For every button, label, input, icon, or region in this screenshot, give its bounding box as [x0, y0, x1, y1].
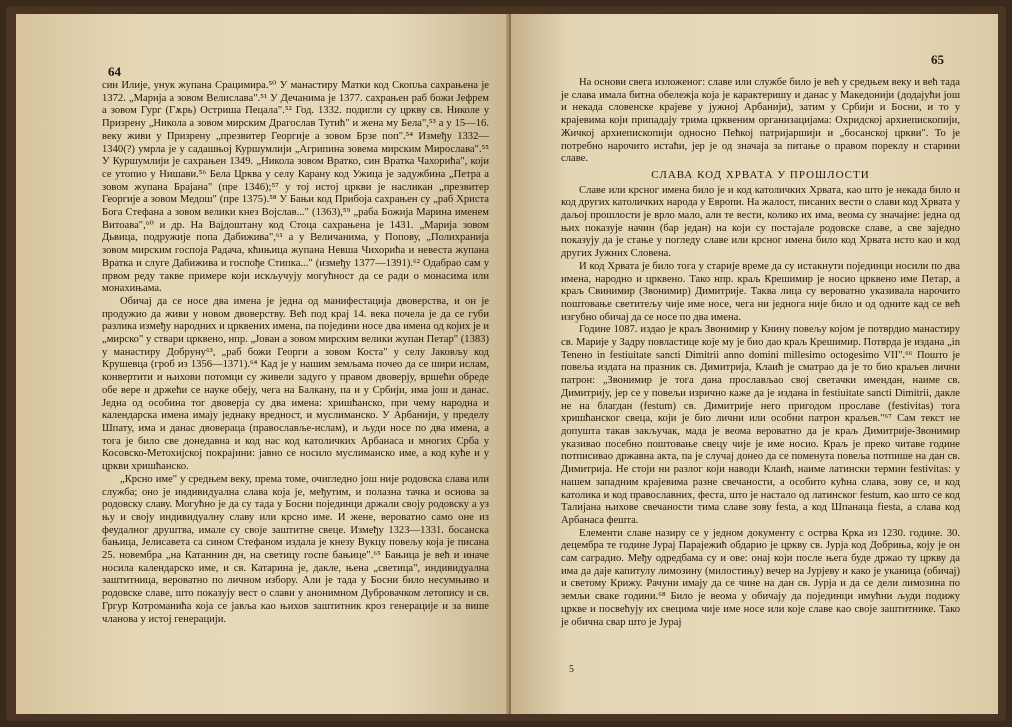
signature-mark: 5: [569, 664, 574, 675]
paragraph: И код Хрвата је било тога у старије време да су истакнути појединци носили по два имена, народно и црквено. Тако нпр. краљ Крешимир је носио црквено име Петар, а краљ Свинимир (Звонимир) Димитрије. Таква лица су вероватно указивала нарочито поштовање светитељу чије име носе, чега ни једнога није било и од одните кад се већ изгубно обичај да се носе по два имена.: [561, 260, 960, 323]
paragraph: Обичај да се носе два имена је једна од манифестација двоверства, и он је продужио да живи у новом двоверству. Већ под крај 14. века почела је да се губи разлика између народних и црквених имена, па поједини носе два имена од којих је и „мирско" у ствари црквено, нпр. „Јован а зовом мирским велики жупан Петар" (1383) у манастиру Добруну⁶³, „раб божи Георги а зовом Коста" у селу Јаковљу код Крушевца (гроб из 1356—1371).⁶⁴ Кад је у нашим земљама почео да се шири ислам, конвертити и њихови потомци су живели задуго у правом двоверју, вршећи обреде обе вере и држећи се науке обеју, чега на Балкану, па и у Србији, има још и данас. Једна од особина тог двоверја су два имена: хришћанско, при чему народна и календарска имена имају једнаку вредност, и муслиманско. У Арбанији, у пределу Шпату, има и данас двовераца (православље-ислам), и људи носе по два имена, а тога је било све донедавна и код нас код католичких Арбанаса и многих Срба у Косовско-Метохијској покрајини: јавно се носило муслиманско име, а код куће и у цркви хришћанско.: [102, 295, 489, 473]
paragraph: Елементи славе назиру се у једном документу с острва Крка из 1230. године. 30. децембра те године Јурај Парајежић обдарио је цркву св. Јурја код Добриња, коју је он сам саградио. Међу одредбама су и ове: онај који после њега буде држао ту цркву да има да даје капитулу лимозину (милостињу) вечер на Јурјеву и како је уканица (обичај) и светому Крижу. Рачуни имају да се чине на дан св. Јурја и да се дели лимозина по земљи свакe години.⁶⁸ Било је веома у обичају да појединци имућни људи подижу цркве и посвећују их свецима чије име носе или које славе као своје заштитнике. Тако је обична свар што је Јурај: [561, 527, 960, 628]
section-heading: СЛАВА КОД ХРВАТА У ПРОШЛОСТИ: [651, 168, 870, 181]
book-spread: [6, 6, 1006, 721]
right-page-text: [561, 77, 960, 629]
left-page: [16, 14, 511, 714]
right-page: [511, 14, 998, 714]
paragraph: На основи свега изложеног: славе или службе било је већ у средњем веку и већ тада је слава имала битна обележја која је карактеришу и данас у Македонији (додајући још и некада словенске крајеве у јужној Арбанији), затим у Србији и Босни, и то у крајевима који припадају трима црквеним организацијама: Охридској архиепископији, Жичкој архиепископији односно Пећкој патријаршији и „босанској цркви". То је потребно нарочито истаћи, јер је од значаја за питање о правом пореклу и старини славе.: [561, 77, 960, 165]
paragraph: Славе или крсног имена било је и код католичких Хрвата, као што је некада било и код других католичких народа у Европи. На жалост, писаних вести о слави код Хрвата у даљој прошлости је врло мало, али те вести, колико их има, веома су значајне: једна од њих показује начин (бар један) на који су постајале родовске славе, а све заједно показују да је стање у погледу славе или крсног имена било код Хрвата исто као и код других Јужних Словена.: [561, 184, 960, 260]
paragraph: „Крсно име" у средњем веку, према томе, очигледно још није родовска слава или служба; оно је индивидуална слава која је, међутим, и полазна тачка и основа за родовску славу. Могућно је да су тада у Босни појединци држали своју родовску а уз њу и своју индивидуалну славу или крсно име. И жене, вероватно само оне из феудалног друштва, имале су своје заштитне свеце. Између 1323—1331. босанска бањица, Јелисавета са сином Стефаном издала је кнезу Вукцу повељу која је писана 25. новембра „на Катаннин дн, на светицу госпе бањице".⁶⁵ Бањица је већ и иначе носила календарско име, и св. Катарина је, дакле, њена „светица", индивидуална заштитница, вероватно по личном избору. Али је тада у Босни било несумњиво и родовске славе, што показују вест о слави у анонимном Дубровачком летопису и св. Гргур Котроманића која се јавља као њихов заштитник кроз генерације и за више чланова у истој генерацији.: [102, 473, 489, 625]
left-page-text: [102, 80, 489, 626]
paragraph: Године 1087. издао је краљ Звонимир у Книну повељу којом је потврдио манастиру св. Марије у Задру повластице које му је био дао краљ Крешимир. Потврда је издана „in Tenено in festiuitate sancti Dimitrii anno domini millesimo octogesimo VII".⁶⁶ Пошто је повеља издата на празник св. Димитрија, Клаић је сматрао да је то био краљев лични патрон: „Звонимир је тога дана прослављао свој светачки имендан, наиме св. Димитрију, јер се у повељи изрично каже да је издана in festiuitate sancti Dimitrii, дакле не на благдан (festum) св. Димитрије него пригодом прославе (festivitas) тога хришћанског свеца, који је био лични или особни патрон краљев."⁶⁷ Сам текст не допушта такав закључак, мада је веома вероватно да је краљ Димитрије-Звонимир указивао посебно поштовање свецу чије је име носио. Краљ је преко читаве године потписивао државна акта, па је случај донео да се поменута повеља потпише на дан св. Димитрија. Не стоји ни разлог који наводи Клаић, наиме латински термин festivitas: у нашем западним крајевима разне свечаности, а особито кућна слава, зову се, и код католика и код православних, феста, што је настало од латинског festum, као што се код Талијана њихове свечаности тима славе зову festa, а код Шпанаца fiesta, а слава код Арбанаса фешта.: [561, 324, 960, 526]
page-number-right: 65: [931, 52, 944, 67]
page-number-left: 64: [108, 64, 121, 79]
paragraph: син Илије, унук жупана Срацимира.⁵⁰ У манастиру Матки код Скопља сахрањена је 1372. „Марија а зовом Велислава".⁵¹ У Дечанима је 1377. сахрањен раб божи Јефрем а зовом Гург (Гѫрь) Остриша Пецала".⁵² Год. 1332. подигли су цркву св. Николе у Призрену „Никола а зовом мирским Драгослав Тутић" и жена му Бела",⁵³ а у 15—16. веку живи у Призрену „презвитер Георгије а зовом Брзе поп".⁵⁴ Између 1332—1340(?) умрла је у садашњој Куршумлији „Агрипина зовема мирским Мирослава".⁵⁵ У Куршумлији је сахрањен 1349. „Никола зовом Вратко, син Вратка Чахорића", који се утопио у Нишави.⁵⁶ Бела Црква у селу Карану код Ужица је задужбина „Петра а зовом жупана Брајана" (пре 1346);⁵⁷ у тој истој цркви је насликан „презвитер Георгије а зовом Медош" (пре 1375).⁵⁸ У Бањи код Прибоја сахрањен су „раб Христа Бога Стефана а зовом велики кнез Војслав..." (1363),⁵⁹ „раба Божија Марина именем Витоава",⁶⁰ и др. На Вајдоштану код Стоца сахрањена је 1431. „Марија зовом Дьвица, подружије попа Дабижива",⁶¹ а у Величанима, у Попову, „Полихранија зовом мирским госпоја Радача, кћињица жупана Невша Чихорића и невеста жупана Вратка и слуге Дабижива и госпође Стипка..." (између 1377—1391).⁶² Одабрао сам у првом реду такве примере који искључују могућност да се ради о монасима или монахињама.: [102, 80, 489, 295]
